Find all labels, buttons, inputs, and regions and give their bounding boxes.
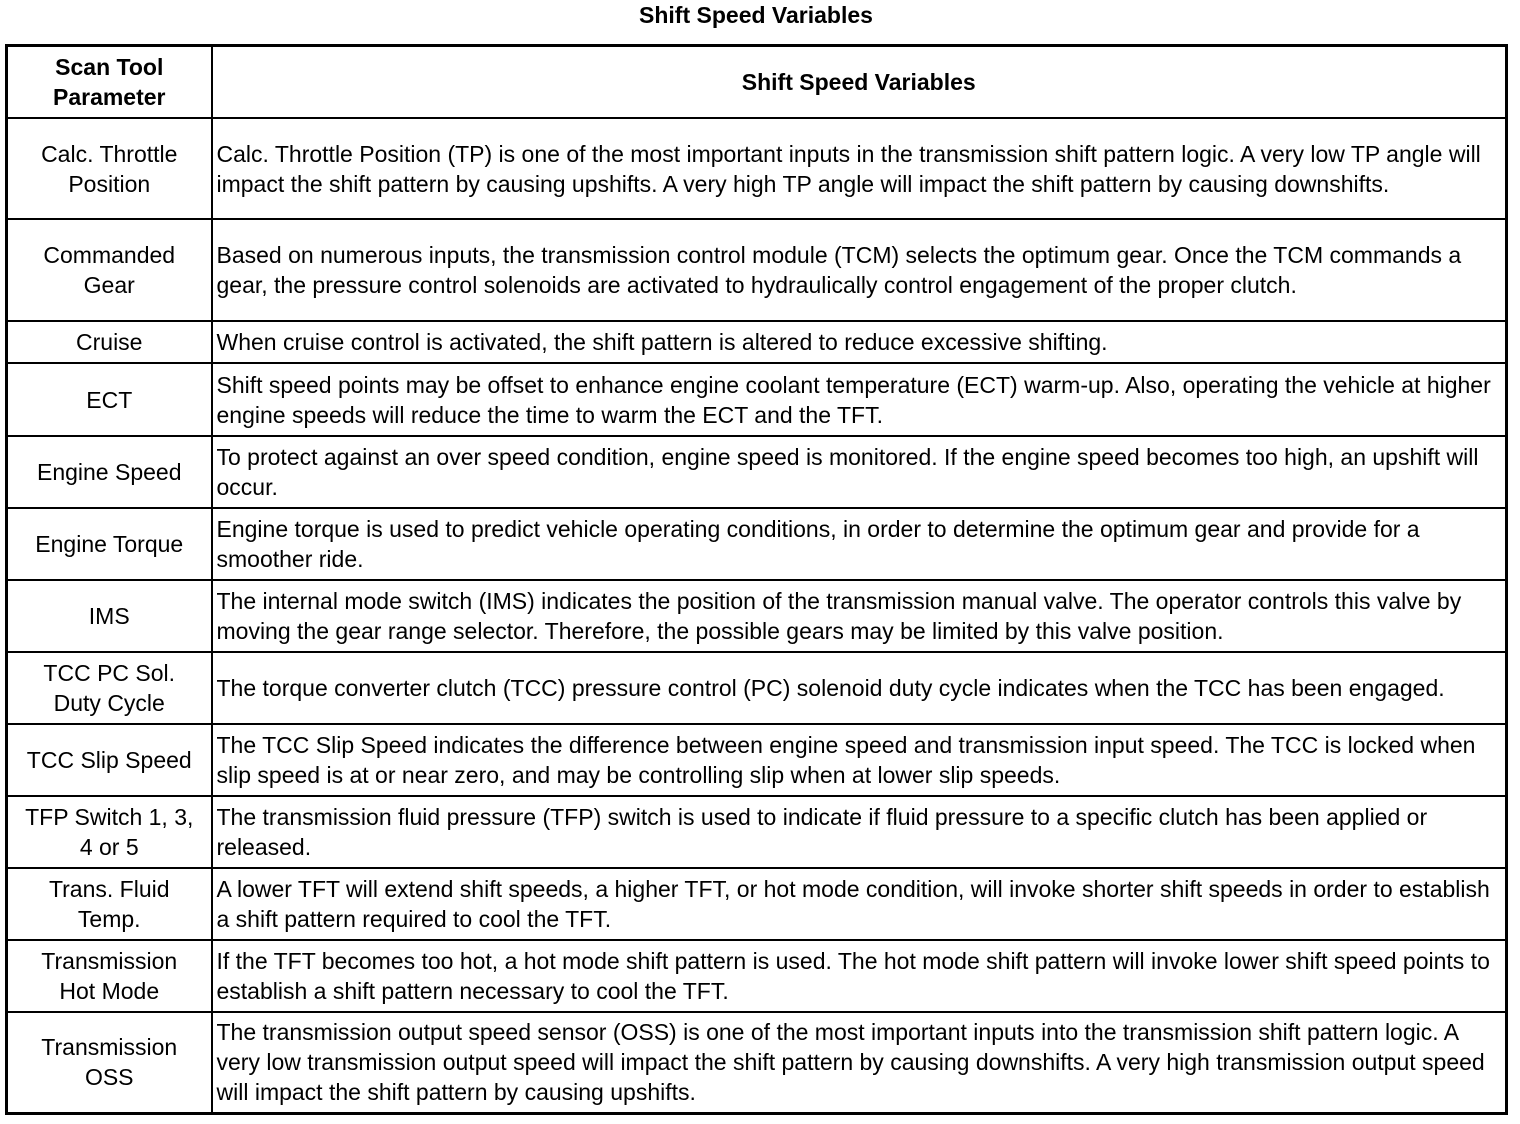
column-header-parameter-line2: Parameter xyxy=(52,84,166,110)
parameter-name-line2: OSS xyxy=(84,1064,134,1091)
description-cell: Calc. Throttle Position (TP) is one of the most important inputs in the transmission shift pattern logic. A very low TP angle will impact the shift pattern by causing upshifts. A very high TP angle will impact the shift pattern by causing downshifts. xyxy=(212,118,1507,219)
parameter-name-line2: Temp. xyxy=(77,906,141,932)
description-cell: The internal mode switch (IMS) indicates the position of the transmission manual valve. The operator controls this valve by moving the gear range selector. Therefore, the possible gears may be limited by this valve position. xyxy=(212,580,1507,652)
parameter-name-line1: TCC Slip Speed xyxy=(26,747,192,773)
column-header-parameter xyxy=(7,46,212,119)
table-row xyxy=(7,652,1507,724)
parameter-name-line1: ECT xyxy=(86,386,133,413)
table-row xyxy=(7,118,1507,219)
table-row xyxy=(7,940,1507,1012)
page-title: Shift Speed Variables xyxy=(639,2,873,28)
parameter-name-line1: TCC PC Sol. xyxy=(43,660,176,686)
parameter-cell xyxy=(7,652,212,724)
parameter-cell xyxy=(7,868,212,940)
parameter-name-line2: 4 or 5 xyxy=(79,834,139,860)
parameter-cell xyxy=(7,363,212,436)
parameter-name-line2: Duty Cycle xyxy=(53,690,165,716)
parameter-cell xyxy=(7,796,212,868)
table-row xyxy=(7,796,1507,868)
parameter-name-line1: Engine Speed xyxy=(36,459,182,485)
column-header-description: Shift Speed Variables xyxy=(212,46,1507,119)
description-cell: Based on numerous inputs, the transmission control module (TCM) selects the optimum gear. Once the TCM commands a gear, the pressure control solenoids are activated to hydraulically control engagement of the proper clutch. xyxy=(212,219,1507,321)
table-row xyxy=(7,436,1507,508)
shift-speed-variables-table xyxy=(5,44,1508,1115)
parameter-name-line1: Calc. Throttle xyxy=(41,140,178,167)
table-row xyxy=(7,1012,1507,1113)
description-cell: The TCC Slip Speed indicates the difference between engine speed and transmission input speed. The TCC is locked when slip speed is at or near zero, and may be controlling slip when at lower slip speeds. xyxy=(212,724,1507,796)
table-row xyxy=(7,321,1507,363)
description-cell: Engine torque is used to predict vehicle operating conditions, in order to determine the optimum gear and provide for a smoother ride. xyxy=(212,508,1507,580)
parameter-name-line1: Transmission xyxy=(41,948,178,974)
table-body xyxy=(7,118,1507,1113)
parameter-cell xyxy=(7,724,212,796)
column-header-parameter-line1: Scan Tool xyxy=(55,54,164,80)
parameter-name-line1: Engine Torque xyxy=(35,531,184,557)
parameter-name-line1: TFP Switch 1, 3, xyxy=(25,804,194,830)
parameter-name-line1: Transmission xyxy=(41,1034,178,1061)
parameter-cell xyxy=(7,321,212,363)
description-cell: If the TFT becomes too hot, a hot mode shift pattern is used. The hot mode shift pattern will invoke lower shift speed points to establish a shift pattern necessary to cool the TFT. xyxy=(212,940,1507,1012)
parameter-cell xyxy=(7,219,212,321)
parameter-cell xyxy=(7,508,212,580)
parameter-cell xyxy=(7,1012,212,1113)
parameter-name-line1: IMS xyxy=(88,603,130,629)
parameter-cell xyxy=(7,580,212,652)
description-cell: A lower TFT will extend shift speeds, a higher TFT, or hot mode condition, will invoke shorter shift speeds in order to establish a shift pattern required to cool the TFT. xyxy=(212,868,1507,940)
description-cell: Shift speed points may be offset to enhance engine coolant temperature (ECT) warm-up. Also, operating the vehicle at higher engine speeds will reduce the time to warm the ECT and the TFT. xyxy=(212,363,1507,436)
table-row xyxy=(7,580,1507,652)
parameter-name-line1: Cruise xyxy=(76,329,143,355)
parameter-name-line1: Trans. Fluid xyxy=(48,876,170,902)
description-cell: The transmission fluid pressure (TFP) switch is used to indicate if fluid pressure to a specific clutch has been applied or released. xyxy=(212,796,1507,868)
parameter-cell xyxy=(7,940,212,1012)
description-cell: The transmission output speed sensor (OSS) is one of the most important inputs into the transmission shift pattern logic. A very low transmission output speed will impact the shift pattern by causing downshifts. A very high transmission output speed will impact the shift pattern by causing upshifts. xyxy=(212,1012,1507,1113)
description-cell: When cruise control is activated, the shift pattern is altered to reduce excessive shifting. xyxy=(212,321,1507,363)
description-cell: To protect against an over speed condition, engine speed is monitored. If the engine speed becomes too high, an upshift will occur. xyxy=(212,436,1507,508)
table-row xyxy=(7,868,1507,940)
parameter-name-line2: Gear xyxy=(83,272,135,298)
parameter-cell xyxy=(7,118,212,219)
parameter-cell xyxy=(7,436,212,508)
table-row xyxy=(7,219,1507,321)
parameter-name-line2: Position xyxy=(68,170,151,197)
parameter-name-line2: Hot Mode xyxy=(59,978,160,1004)
table-row xyxy=(7,508,1507,580)
table-row xyxy=(7,363,1507,436)
parameter-name-line1: Commanded xyxy=(43,242,176,268)
table-header-row xyxy=(7,46,1507,119)
description-cell: The torque converter clutch (TCC) pressure control (PC) solenoid duty cycle indicates when the TCC has been engaged. xyxy=(212,652,1507,724)
table-row xyxy=(7,724,1507,796)
